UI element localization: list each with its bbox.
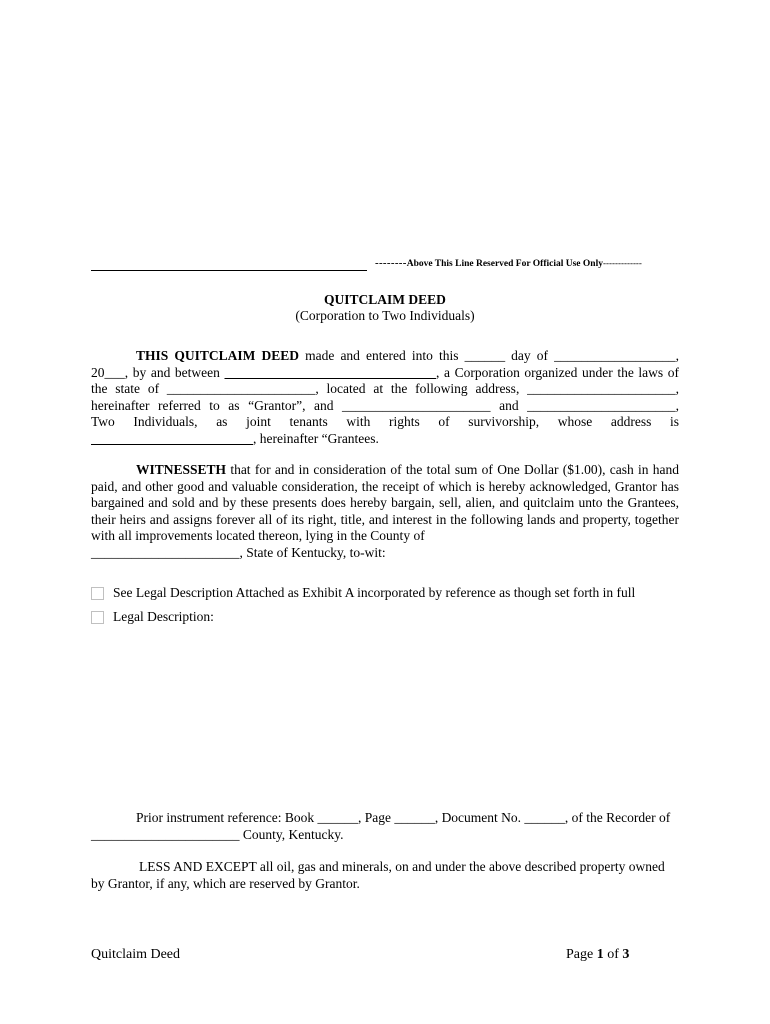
document-subtitle: (Corporation to Two Individuals) [295, 308, 475, 323]
intro-line-5: Two Individuals, as joint tenants with rights of survivorship, whose address is [91, 414, 679, 429]
less-except-line-1: LESS AND EXCEPT all oil, gas and minerals, on and under the above described property owned [139, 859, 665, 874]
intro-line-1: THIS QUITCLAIM DEED made and entered into this ______ day of __________________, [136, 348, 680, 363]
intro-line-3: the state of ______________________, located at the following address, ______________________, [91, 381, 679, 396]
document-title: QUITCLAIM DEED [324, 292, 446, 307]
legal-description-label: Legal Description: [113, 609, 214, 624]
footer-title: Quitclaim Deed [91, 947, 181, 962]
witnesseth-last-line: ______________________, State of Kentucky, to-wit: [91, 544, 386, 560]
legal-description-checkbox[interactable] [91, 611, 104, 624]
intro-line-4: hereinafter referred to as “Grantor”, and ______________________ and ______________________, [91, 397, 679, 413]
prior-line-2: ______________________ County, Kentucky. [91, 826, 344, 842]
intro-line-6: , hereinafter “Grantees. [253, 430, 379, 446]
exhibit-a-label: See Legal Description Attached as Exhibit A incorporated by reference as though set forth in full [113, 585, 636, 600]
prior-line-1: Prior instrument reference: Book ______, Page ______, Document No. ______, of the Recorder of [136, 810, 671, 825]
official-use-notice: --------Above This Line Reserved For Official Use Only------------- [375, 257, 642, 269]
option-legal-description[interactable] [91, 609, 214, 626]
less-except-paragraph [91, 859, 679, 892]
official-use-line [91, 256, 367, 271]
witnesseth-paragraph: WITNESSETH that for and in consideration of the total sum of One Dollar ($1.00), cash in hand paid, and other good and valuable consideration, the receipt of which is hereby acknowledged, Grantor has bargained and sold and by these presents does hereby bargain, sell, alien, and quitclaim unto the Grantees, their heirs and assigns forever all of its right, title, and interest in the following lands and property, together with all improvements located thereon, lying in the County of ______________________, State of Kentucky, to-wit: [91, 462, 679, 560]
less-except-line-2: by Grantor, if any, which are reserved by Grantor. [91, 875, 360, 891]
intro-paragraph [91, 348, 679, 447]
option-exhibit-a[interactable] [91, 585, 635, 602]
intro-line-2: 20___, by and between , a Corporation organized under the laws of [91, 364, 680, 380]
page-number: Page 1 of 3 [566, 947, 630, 962]
exhibit-a-checkbox[interactable] [91, 587, 104, 600]
prior-instrument-paragraph [91, 810, 679, 843]
